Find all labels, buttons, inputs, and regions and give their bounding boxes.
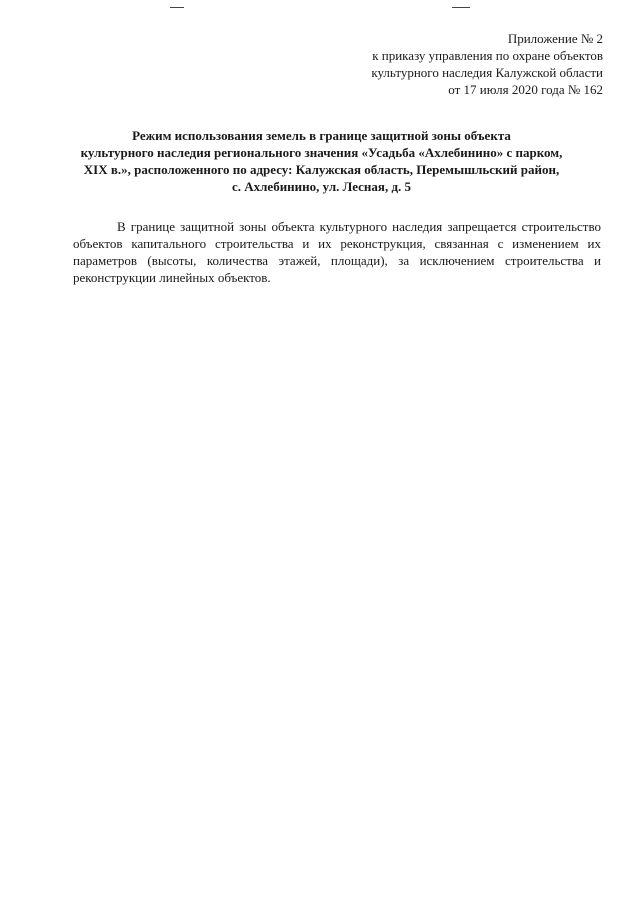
appendix-number: Приложение № 2 — [507, 31, 603, 46]
appendix-date: от 17 июля 2020 года № 162 — [448, 82, 603, 97]
body-paragraph: В границе защитной зоны объекта культурного наследия запрещается строительство объектов капитального строительства и их реконструкция, связанная с изменением их параметров (высоты, количества этажей, площади), за исключением строительства и реконструкции линейных объектов. — [73, 219, 601, 285]
title-line: Режим использования земель в границе защитной зоны объекта — [132, 128, 511, 143]
scan-artifact-mark — [452, 7, 470, 8]
document-title — [60, 127, 583, 195]
appendix-order-reference: к приказу управления по охране объектов — [372, 48, 603, 63]
scan-artifact-mark — [170, 7, 184, 8]
appendix-header — [243, 30, 603, 98]
title-line: с. Ахлебинино, ул. Лесная, д. 5 — [231, 179, 412, 194]
appendix-authority: культурного наследия Калужской области — [371, 65, 603, 80]
title-line: культурного наследия регионального значения «Усадьба «Ахлебинино» с парком, — [80, 145, 563, 160]
title-line: XIX в.», расположенного по адресу: Калужская область, Перемышльский район, — [83, 162, 560, 177]
